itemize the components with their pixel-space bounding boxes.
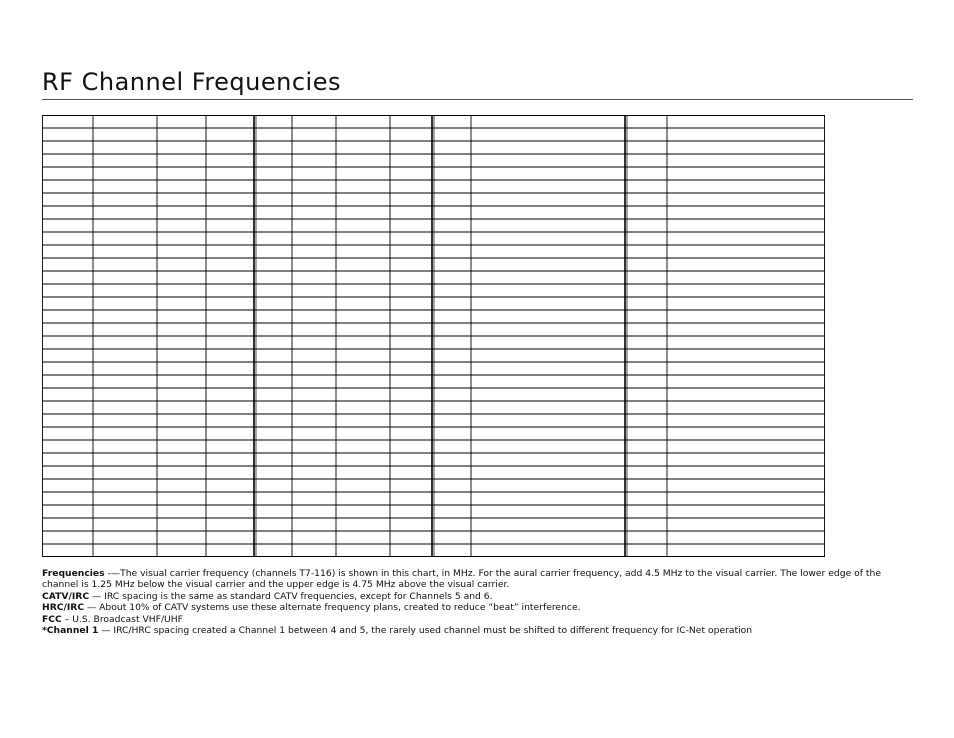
note-text: IRC spacing is the same as standard CATV frequencies, except for Channels 5 and 6. <box>104 590 493 602</box>
note-term: HRC/IRC <box>42 602 85 614</box>
note-channel-1: *Channel 1 — IRC/HRC spacing created a Channel 1 between 4 and 5, the rarely used channel must be shifted to different frequency for IC-Net operation <box>42 625 753 637</box>
note-term: Frequencies <box>42 568 105 579</box>
note-text: The visual carrier frequency (channels T7-116) is shown in this chart, in MHz. For the aural carrier frequency, add 4.5 MHz to the visual carrier. The lower edge of the channel is 1.25 MHz below the visual carrier and the upper edge is 4.75 MHz above the visual carrier. <box>42 568 881 591</box>
frequency-table <box>42 115 825 557</box>
note-fcc: FCC – U.S. Broadcast VHF/UHF <box>42 613 183 625</box>
notes-section <box>42 568 914 636</box>
note-term: CATV/IRC <box>42 590 90 602</box>
note-hrc-irc: HRC/IRC — About 10% of CATV systems use these alternate frequency plans, created to reduce “beat” interference. <box>42 602 581 614</box>
page-title: RF Channel Frequencies <box>42 68 341 96</box>
note-frequencies: Frequencies -—The visual carrier frequency (channels T7-116) is shown in this chart, in MHz. For the aural carrier frequency, add 4.5 MHz to the visual carrier. The lower edge of the channel is 1.25 MHz below the visual carrier and the upper edge is 4.75 MHz above the visual carrier. <box>42 568 881 591</box>
note-text: About 10% of CATV systems use these alternate frequency plans, created to reduce “beat” interference. <box>99 602 581 614</box>
note-catv-irc: CATV/IRC — IRC spacing is the same as standard CATV frequencies, except for Channels 5 and 6. <box>42 590 493 602</box>
note-term: FCC <box>42 613 62 625</box>
title-divider <box>42 99 913 100</box>
note-text: U.S. Broadcast VHF/UHF <box>72 613 183 625</box>
note-term: *Channel 1 <box>42 625 99 637</box>
frequency-table-grid <box>42 115 825 557</box>
note-text: IRC/HRC spacing created a Channel 1 between 4 and 5, the rarely used channel must be shifted to different frequency for IC-Net operation <box>113 625 753 637</box>
